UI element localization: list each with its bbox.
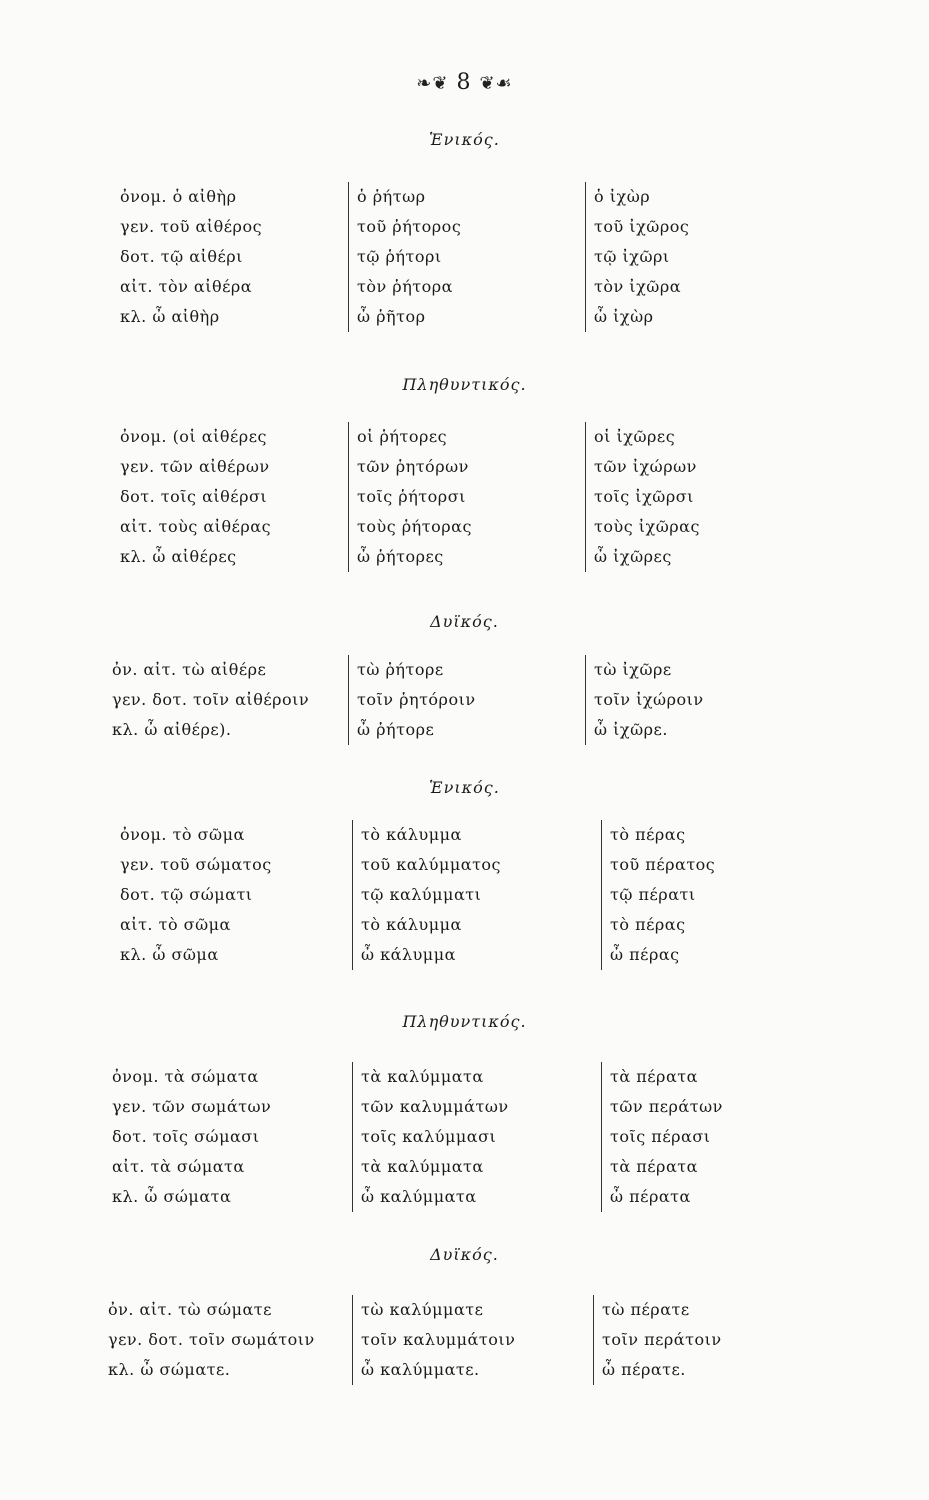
form-row: ὁ ἰχὼρ	[594, 187, 651, 206]
form-row: αἰτ. τὸν αἰθέρα	[120, 277, 253, 296]
form-row: τοὺς ῥήτορας	[357, 517, 472, 536]
form-row: κλ. ὦ αἰθέρε).	[112, 720, 232, 739]
form-row: δοτ. τῷ σώματι	[120, 885, 253, 904]
form-row: κλ. ὦ αἰθὴρ	[120, 307, 220, 326]
form-row: τὰ πέρατα	[610, 1157, 698, 1176]
form-row: τὼ καλύμματε	[361, 1300, 484, 1319]
form-row: τὼ πέρατε	[602, 1300, 690, 1319]
form-row: γεν. τοῦ αἰθέρος	[120, 217, 263, 236]
section-heading-dual-2: Δυϊκός.	[430, 1245, 499, 1264]
column-aither	[120, 182, 348, 332]
form-row: τοῦ ἰχῶρος	[594, 217, 690, 236]
left-ornament-icon: ❧❦	[416, 73, 449, 94]
form-row: κλ. ὦ σώματε.	[108, 1360, 231, 1379]
column-soma	[120, 820, 352, 970]
form-row: τοῦ καλύμματος	[361, 855, 502, 874]
form-row: δοτ. τοῖς σώμασι	[112, 1127, 260, 1146]
form-row: αἰτ. τὰ σώματα	[112, 1157, 245, 1176]
form-row: τὸν ἰχῶρα	[594, 277, 682, 296]
form-row: τῶν ἰχώρων	[594, 457, 697, 476]
form-row: δοτ. τῷ αἰθέρι	[120, 247, 243, 266]
form-row: τῷ καλύμματι	[361, 885, 482, 904]
form-row: ὀν. αἰτ. τὼ σώματε	[108, 1300, 272, 1319]
section-heading-plural-1: Πληθυντικός.	[402, 375, 527, 394]
form-row: τὸν ῥήτορα	[357, 277, 453, 296]
form-row: τὰ καλύμματα	[361, 1157, 484, 1176]
form-row: γεν. δοτ. τοῖν σωμάτοιν	[108, 1330, 315, 1349]
form-row: ὦ κάλυμμα	[361, 945, 456, 964]
form-row: κλ. ὦ σώματα	[112, 1187, 232, 1206]
form-row: τὰ καλύμματα	[361, 1067, 484, 1086]
form-row: τὰ πέρατα	[610, 1067, 698, 1086]
declension-table-plural-1	[120, 422, 754, 572]
form-row: κλ. ὦ αἰθέρες	[120, 547, 237, 566]
form-row: τοῖς ῥήτορσι	[357, 487, 466, 506]
form-row: ὀνομ. (οἱ αἰθέρες	[120, 427, 267, 446]
column-rhetor	[348, 182, 585, 332]
form-row: ὦ ῥήτορε	[357, 720, 435, 739]
column-soma	[108, 1295, 352, 1385]
form-row: τοῖν περάτοιν	[602, 1330, 722, 1349]
form-row: τοῖς πέρασι	[610, 1127, 711, 1146]
form-row: ὦ ἰχῶρες	[594, 547, 672, 566]
form-row: ὦ καλύμματε.	[361, 1360, 480, 1379]
column-rhetor	[348, 422, 585, 572]
form-row: τοῖν ἰχώροιν	[594, 690, 704, 709]
form-row: τῷ ἰχῶρι	[594, 247, 670, 266]
form-row: τὼ ῥήτορε	[357, 660, 444, 679]
column-rhetor	[348, 655, 585, 745]
declension-table-dual-2	[108, 1295, 772, 1385]
form-row: τῶν ῥητόρων	[357, 457, 469, 476]
column-peras	[601, 1062, 770, 1212]
form-row: τὸ κάλυμμα	[361, 825, 462, 844]
declension-table-dual-1	[112, 655, 754, 745]
form-row: τοὺς ἰχῶρας	[594, 517, 700, 536]
form-row: τοῦ ῥήτορος	[357, 217, 462, 236]
form-row: ὦ ῥῆτορ	[357, 307, 426, 326]
form-row: τὸ κάλυμμα	[361, 915, 462, 934]
form-row: τοῦ πέρατος	[610, 855, 716, 874]
column-soma	[112, 1062, 352, 1212]
declension-table-plural-2	[112, 1062, 770, 1212]
form-row: ὀνομ. τὸ σῶμα	[120, 825, 245, 844]
form-row: ὦ ῥήτορες	[357, 547, 444, 566]
form-row: τοῖν ῥητόροιν	[357, 690, 476, 709]
declension-table-singular-1	[120, 182, 754, 332]
form-row: ὀνομ. τὰ σώματα	[112, 1067, 259, 1086]
section-heading-singular-1: Ἑνικός.	[429, 130, 500, 149]
form-row: τῷ πέρατι	[610, 885, 696, 904]
page-number: 8	[456, 70, 472, 95]
column-aither	[112, 655, 348, 745]
column-kalymma	[352, 1295, 593, 1385]
column-aither	[120, 422, 348, 572]
declension-table-singular-2	[120, 820, 760, 970]
column-ichor	[585, 655, 754, 745]
form-row: οἱ ἰχῶρες	[594, 427, 676, 446]
form-row: ὦ ἰχὼρ	[594, 307, 654, 326]
section-heading-dual-1: Δυϊκός.	[430, 612, 499, 631]
column-peras	[601, 820, 760, 970]
form-row: τῶν καλυμμάτων	[361, 1097, 509, 1116]
section-heading-plural-2: Πληθυντικός.	[402, 1012, 527, 1031]
form-row: γεν. τοῦ σώματος	[120, 855, 272, 874]
form-row: ὀνομ. ὁ αἰθὴρ	[120, 187, 237, 206]
form-row: ὦ πέρατα	[610, 1187, 691, 1206]
form-row: γεν. δοτ. τοῖν αἰθέροιν	[112, 690, 310, 709]
form-row: τοῖς καλύμμασι	[361, 1127, 497, 1146]
column-ichor	[585, 422, 754, 572]
form-row: δοτ. τοῖς αἰθέρσι	[120, 487, 268, 506]
form-row: αἰτ. τοὺς αἰθέρας	[120, 517, 272, 536]
form-row: τὸ πέρας	[610, 915, 686, 934]
column-ichor	[585, 182, 754, 332]
section-heading-singular-2: Ἑνικός.	[429, 778, 500, 797]
form-row: τοῖν καλυμμάτοιν	[361, 1330, 516, 1349]
form-row: ὦ ἰχῶρε.	[594, 720, 668, 739]
column-peras	[593, 1295, 772, 1385]
page-header	[0, 70, 929, 95]
form-row: τὼ ἰχῶρε	[594, 660, 672, 679]
form-row: τοῖς ἰχῶρσι	[594, 487, 694, 506]
form-row: ὁ ῥήτωρ	[357, 187, 426, 206]
column-kalymma	[352, 820, 601, 970]
form-row: τῶν περάτων	[610, 1097, 723, 1116]
form-row: κλ. ὦ σῶμα	[120, 945, 219, 964]
form-row: τὸ πέρας	[610, 825, 686, 844]
form-row: τῷ ῥήτορι	[357, 247, 442, 266]
column-kalymma	[352, 1062, 601, 1212]
form-row: οἱ ῥήτορες	[357, 427, 448, 446]
form-row: ὦ πέρατε.	[602, 1360, 686, 1379]
form-row: γεν. τῶν αἰθέρων	[120, 457, 270, 476]
form-row: ὀν. αἰτ. τὼ αἰθέρε	[112, 660, 267, 679]
form-row: γεν. τῶν σωμάτων	[112, 1097, 272, 1116]
form-row: ὦ πέρας	[610, 945, 680, 964]
form-row: αἰτ. τὸ σῶμα	[120, 915, 231, 934]
form-row: ὦ καλύμματα	[361, 1187, 477, 1206]
right-ornament-icon: ❦☙	[479, 73, 513, 94]
